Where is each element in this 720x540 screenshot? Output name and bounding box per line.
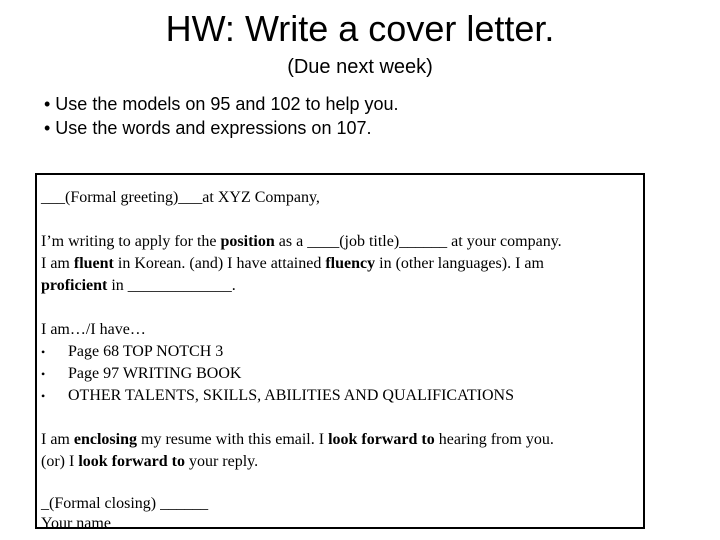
- bullet-icon: •: [41, 345, 46, 359]
- keyword-enclosing: enclosing: [73, 431, 137, 448]
- letter-bullet-item: [41, 363, 241, 385]
- text-run: I am: [41, 255, 74, 272]
- letter-closing: _(Formal closing) ______: [41, 495, 209, 512]
- letter-para1-line3: [41, 275, 236, 297]
- keyword-look-forward: look forward to: [78, 453, 185, 470]
- text-run: in _____________.: [107, 277, 236, 294]
- letter-template-box: [35, 173, 645, 529]
- letter-para1-line1: [41, 231, 562, 253]
- instructions-list: [44, 92, 399, 140]
- text-run: I am: [41, 431, 74, 448]
- letter-para3-line1: [41, 429, 554, 451]
- keyword-fluent: fluent: [73, 255, 114, 272]
- bullet-icon: •: [41, 389, 46, 403]
- text-run: in Korean. (and) I have attained: [113, 255, 326, 272]
- letter-bullet-item: [41, 341, 223, 363]
- letter-bullet-item: [41, 385, 514, 407]
- letter-para3-line2: [41, 451, 258, 473]
- keyword-fluency: fluency: [325, 255, 376, 272]
- text-run: my resume with this email. I: [137, 431, 329, 448]
- text-run: in (other languages). I am: [375, 255, 544, 272]
- keyword-look-forward: look forward to: [328, 431, 435, 448]
- page-title: HW: Write a cover letter.: [165, 8, 555, 49]
- letter-list-intro: I am…/I have…: [41, 321, 146, 338]
- keyword-position: position: [220, 233, 275, 250]
- bullet-text: Page 97 WRITING BOOK: [68, 365, 242, 382]
- bullet-icon: •: [41, 367, 46, 381]
- instruction-item: • Use the words and expressions on 107.: [44, 118, 372, 138]
- keyword-proficient: proficient: [41, 277, 108, 294]
- text-run: as a ____(job title)______ at your company.: [274, 233, 562, 250]
- bullet-text: Page 68 TOP NOTCH 3: [68, 343, 224, 360]
- page-subtitle: (Due next week): [287, 56, 433, 78]
- instruction-item: • Use the models on 95 and 102 to help you.: [44, 94, 399, 114]
- text-run: hearing from you.: [434, 431, 554, 448]
- letter-para1-line2: [41, 253, 544, 275]
- bullet-text: OTHER TALENTS, SKILLS, ABILITIES AND QUALIFICATIONS: [68, 387, 514, 404]
- text-run: I’m writing to apply for the: [41, 233, 221, 250]
- text-run: your reply.: [184, 453, 259, 470]
- text-run: (or) I: [41, 453, 79, 470]
- letter-greeting: ___(Formal greeting)___at XYZ Company,: [41, 189, 320, 206]
- letter-signature-name: Your name: [41, 515, 111, 529]
